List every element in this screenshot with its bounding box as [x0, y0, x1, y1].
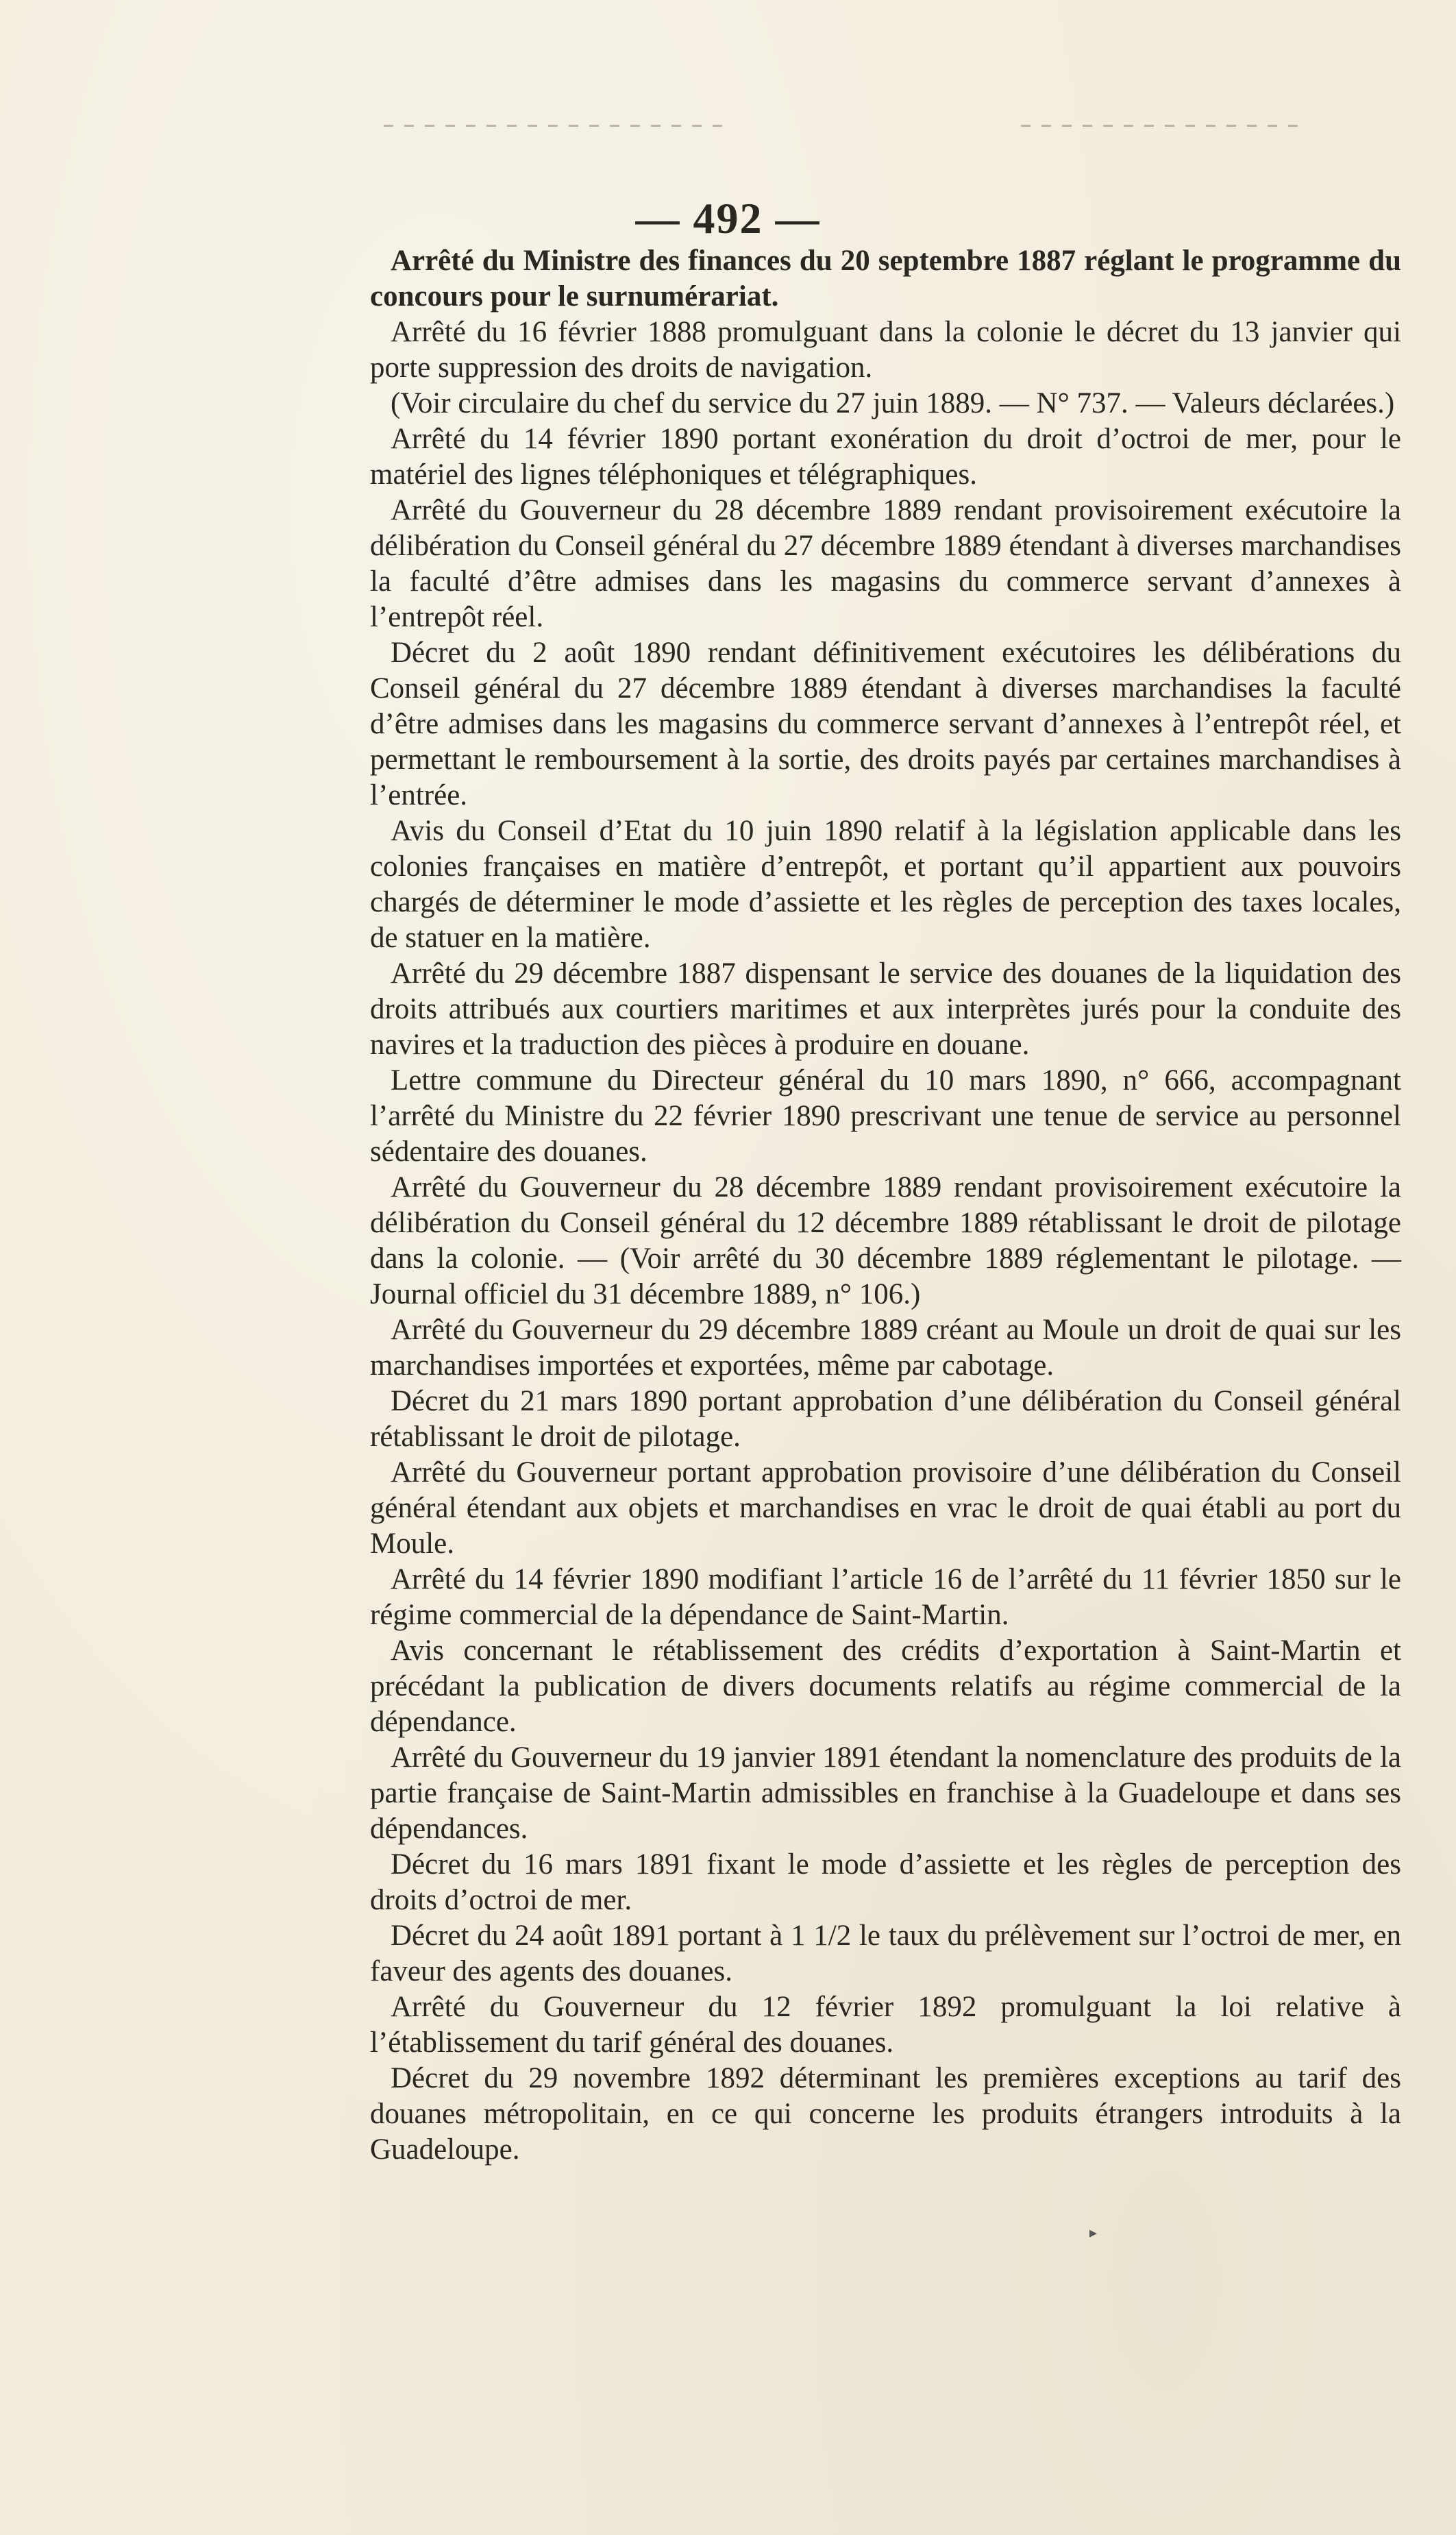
entry-arrete-moule-1889: Arrêté du Gouverneur du 29 décembre 1889 créant au Moule un droit de quai sur les marchandises importées et exportées, même par cabotage. — [370, 1314, 1401, 1382]
entry-arrete-decembre-1887: Arrêté du 29 décembre 1887 dispensant le service des douanes de la liquidation des droits attribués aux courtiers maritimes et aux interprètes jurés pour la conduite des navires et la traduction des pièces à produire en douane. — [370, 957, 1401, 1061]
entry-decret-mars-1890: Décret du 21 mars 1890 portant approbation d’une délibération du Conseil général rétablissant le droit de pilotage. — [370, 1385, 1401, 1453]
entry-arrete-gouverneur-1889-b: Arrêté du Gouverneur du 28 décembre 1889 rendant provisoirement exécutoire la délibération du Conseil général du 12 décembre 1889 rétablissant le droit de pilotage dans la colonie. — (Voir arrêté du 30 décembre 1889 réglementant le pilotage. — Journal officiel du 31 décembre 1889, n° 106.) — [370, 1171, 1401, 1310]
entry-arrete-ministre-1887: Arrêté du Ministre des finances du 20 septembre 1887 réglant le programme du concours pour le surnumérariat. — [370, 245, 1401, 313]
entry-arrete-gouverneur-1889-a: Arrêté du Gouverneur du 28 décembre 1889 rendant provisoirement exécutoire la délibération du Conseil général du 27 décembre 1889 étendant à diverses marchandises la faculté d’être admises dans les magasins du commerce servant d’annexes à l’entrepôt réel. — [370, 494, 1401, 633]
entry-arrete-fevrier-1890: Arrêté du 14 février 1890 portant exonération du droit d’octroi de mer, pour le matériel des lignes téléphoniques et télégraphiques. — [370, 423, 1401, 491]
entry-arrete-droit-quai: Arrêté du Gouverneur portant approbation provisoire d’une délibération du Conseil général étendant aux objets et marchandises en vrac le droit de quai établi au port du Moule. — [370, 1456, 1401, 1560]
entry-lettre-commune: Lettre commune du Directeur général du 10 mars 1890, n° 666, accompagnant l’arrêté du Ministre du 22 février 1890 prescrivant une tenue de service au personnel sédentaire des douanes. — [370, 1064, 1401, 1168]
entry-arrete-janvier-1891: Arrêté du Gouverneur du 19 janvier 1891 étendant la nomenclature des produits de la partie française de Saint-Martin admissibles en franchise à la Guadeloupe et dans ses dépendances. — [370, 1741, 1401, 1845]
entry-arrete-fevrier-1892: Arrêté du Gouverneur du 12 février 1892 promulguant la loi relative à l’établissement du tarif général des douanes. — [370, 1991, 1401, 2059]
document-body — [370, 243, 1401, 2168]
entry-decret-aout-1891: Décret du 24 août 1891 portant à 1 1/2 le taux du prélèvement sur l’octroi de mer, en faveur des agents des douanes. — [370, 1920, 1401, 1987]
scan-speck: ▸ — [1089, 2224, 1098, 2241]
entry-avis-saint-martin: Avis concernant le rétablissement des crédits d’exportation à Saint-Martin et précédant la publication de divers documents relatifs au régime commercial de la dépendance. — [370, 1634, 1401, 1738]
entry-circulaire-1889: (Voir circulaire du chef du service du 27 juin 1889. — N° 737. — Valeurs déclarées.) — [391, 387, 1395, 419]
entry-decret-novembre-1892: Décret du 29 novembre 1892 déterminant les premières exceptions au tarif des douanes métropolitain, en ce qui concerne les produits étrangers introduits à la Guadeloupe. — [370, 2062, 1401, 2166]
entry-decret-mars-1891: Décret du 16 mars 1891 fixant le mode d’assiette et les règles de perception des droits d’octroi de mer. — [370, 1848, 1401, 1916]
entry-arrete-saint-martin-1890: Arrêté du 14 février 1890 modifiant l’article 16 de l’arrêté du 11 février 1850 sur le régime commercial de la dépendance de Saint-Martin. — [370, 1563, 1401, 1631]
entry-arrete-1888: Arrêté du 16 février 1888 promulguant dans la colonie le décret du 13 janvier qui porte suppression des droits de navigation. — [370, 316, 1401, 384]
top-right-rule — [1021, 125, 1309, 127]
entry-avis-conseil-etat: Avis du Conseil d’Etat du 10 juin 1890 relatif à la législation applicable dans les colonies françaises en matière d’entrepôt, et portant qu’il appartient aux pouvoirs chargés de déterminer le mode d’assiette et les règles de perception des taxes locales, de statuer en la matière. — [370, 815, 1401, 954]
top-left-rule — [384, 125, 726, 127]
entry-decret-aout-1890: Décret du 2 août 1890 rendant définitivement exécutoires les délibérations du Conseil général du 27 décembre 1889 étendant à diverses marchandises la faculté d’être admises dans les magasins du commerce servant d’annexes à l’entrepôt réel, et permettant le remboursement à la sortie, des droits payés par certaines marchandises à l’entrée. — [370, 637, 1401, 811]
page-number: — 492 — — [635, 194, 821, 243]
